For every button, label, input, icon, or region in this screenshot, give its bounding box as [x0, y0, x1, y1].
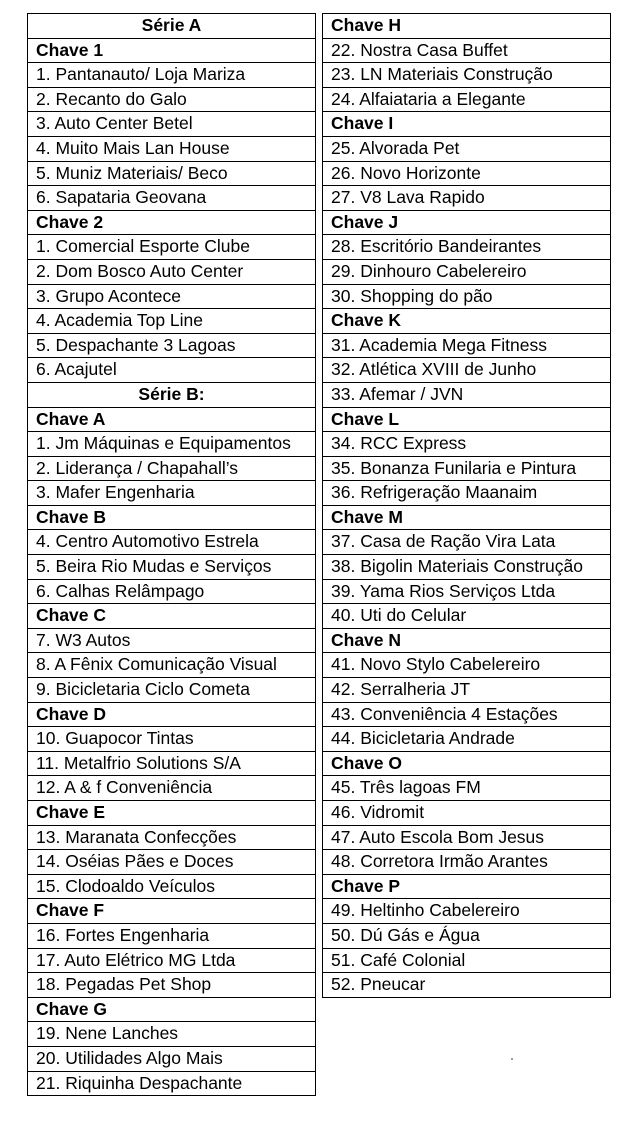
table-row [28, 284, 316, 309]
table-row [323, 702, 611, 727]
table-row [323, 530, 611, 555]
table-row [323, 136, 611, 161]
table-row [323, 776, 611, 801]
table-row [323, 727, 611, 752]
key-header: Chave 1 [28, 38, 316, 63]
list-item: 44. Bicicletaria Andrade [323, 727, 611, 752]
list-item: 1. Jm Máquinas e Equipamentos [28, 432, 316, 457]
list-item: 49. Heltinho Cabelereiro [323, 899, 611, 924]
table-row [28, 63, 316, 88]
table-row [28, 653, 316, 678]
list-item: 23. LN Materiais Construção [323, 63, 611, 88]
key-header: Chave 2 [28, 210, 316, 235]
key-header-row [28, 997, 316, 1022]
list-item: 17. Auto Elétrico MG Ltda [28, 948, 316, 973]
list-item: 40. Uti do Celular [323, 604, 611, 629]
table-row [323, 899, 611, 924]
key-header-row [28, 801, 316, 826]
list-item: 30. Shopping do pão [323, 284, 611, 309]
key-header-row [28, 38, 316, 63]
list-item: 15. Clodoaldo Veículos [28, 874, 316, 899]
list-item: 1. Pantanauto/ Loja Mariza [28, 63, 316, 88]
key-header: Chave E [28, 801, 316, 826]
list-item: 5. Beira Rio Mudas e Serviços [28, 555, 316, 580]
list-item: 19. Nene Lanches [28, 1022, 316, 1047]
key-header: Chave F [28, 899, 316, 924]
series-title-row [28, 382, 316, 407]
table-row [28, 825, 316, 850]
list-item: 6. Acajutel [28, 358, 316, 383]
list-item: 33. Afemar / JVN [323, 382, 611, 407]
table-row [28, 186, 316, 211]
list-item: 4. Academia Top Line [28, 309, 316, 334]
key-header: Chave B [28, 505, 316, 530]
list-item: 5. Despachante 3 Lagoas [28, 333, 316, 358]
list-item: 41. Novo Stylo Cabelereiro [323, 653, 611, 678]
table-row [28, 1022, 316, 1047]
series-title-row [28, 14, 316, 39]
key-header-row [28, 899, 316, 924]
table-row [323, 481, 611, 506]
series-title: Série A [28, 14, 316, 39]
list-item: 4. Muito Mais Lan House [28, 136, 316, 161]
list-item: 8. A Fênix Comunicação Visual [28, 653, 316, 678]
key-header: Chave P [323, 874, 611, 899]
table-row [323, 235, 611, 260]
key-header-row [28, 702, 316, 727]
table-row [28, 456, 316, 481]
table-row [323, 259, 611, 284]
list-item: 14. Oséias Pães e Doces [28, 850, 316, 875]
right-column-table [322, 13, 611, 998]
list-item: 47. Auto Escola Bom Jesus [323, 825, 611, 850]
list-item: 34. RCC Express [323, 432, 611, 457]
table-row [323, 432, 611, 457]
key-header-row [323, 14, 611, 39]
table-row [323, 333, 611, 358]
list-item: 24. Alfaiataria a Elegante [323, 87, 611, 112]
key-header: Chave K [323, 309, 611, 334]
table-row [323, 38, 611, 63]
key-header: Chave I [323, 112, 611, 137]
table-row [28, 235, 316, 260]
table-row [323, 87, 611, 112]
list-item: 29. Dinhouro Cabelereiro [323, 259, 611, 284]
key-header: Chave M [323, 505, 611, 530]
list-item: 39. Yama Rios Serviços Ltda [323, 579, 611, 604]
table-row [28, 628, 316, 653]
key-header-row [28, 210, 316, 235]
list-item: 52. Pneucar [323, 973, 611, 998]
table-row [323, 186, 611, 211]
table-row [323, 358, 611, 383]
table-row [28, 333, 316, 358]
table-row [323, 63, 611, 88]
list-item: 3. Grupo Acontece [28, 284, 316, 309]
table-row [323, 382, 611, 407]
key-header-row [323, 112, 611, 137]
table-row [28, 579, 316, 604]
list-item: 48. Corretora Irmão Arantes [323, 850, 611, 875]
list-item: 9. Bicicletaria Ciclo Cometa [28, 678, 316, 703]
table-row [28, 87, 316, 112]
table-row [28, 481, 316, 506]
list-item: 25. Alvorada Pet [323, 136, 611, 161]
list-item: 45. Três lagoas FM [323, 776, 611, 801]
left-column-table [27, 13, 316, 1096]
key-header: Chave D [28, 702, 316, 727]
table-row [323, 801, 611, 826]
table-row [28, 973, 316, 998]
list-item: 10. Guapocor Tintas [28, 727, 316, 752]
table-row [323, 456, 611, 481]
list-item: 37. Casa de Ração Vira Lata [323, 530, 611, 555]
table-row [323, 948, 611, 973]
table-row [323, 284, 611, 309]
list-item: 31. Academia Mega Fitness [323, 333, 611, 358]
list-item: 4. Centro Automotivo Estrela [28, 530, 316, 555]
list-item: 20. Utilidades Algo Mais [28, 1046, 316, 1071]
table-row [28, 923, 316, 948]
key-header-row [323, 751, 611, 776]
key-header-row [28, 407, 316, 432]
key-header-row [323, 407, 611, 432]
key-header-row [323, 505, 611, 530]
list-item: 18. Pegadas Pet Shop [28, 973, 316, 998]
list-item: 43. Conveniência 4 Estações [323, 702, 611, 727]
series-title: Série B: [28, 382, 316, 407]
key-header: Chave O [323, 751, 611, 776]
key-header-row [323, 309, 611, 334]
table-row [28, 432, 316, 457]
table-row [28, 1071, 316, 1096]
list-item: 42. Serralheria JT [323, 678, 611, 703]
list-item: 6. Sapataria Geovana [28, 186, 316, 211]
table-row [28, 309, 316, 334]
list-item: 22. Nostra Casa Buffet [323, 38, 611, 63]
table-row [28, 161, 316, 186]
key-header-row [323, 874, 611, 899]
list-item: 13. Maranata Confecções [28, 825, 316, 850]
table-row [28, 678, 316, 703]
key-header-row [28, 604, 316, 629]
list-item: 28. Escritório Bandeirantes [323, 235, 611, 260]
list-item: 3. Auto Center Betel [28, 112, 316, 137]
table-row [28, 259, 316, 284]
list-item: 50. Dú Gás e Água [323, 923, 611, 948]
table-row [28, 555, 316, 580]
table-row [28, 874, 316, 899]
key-header: Chave G [28, 997, 316, 1022]
key-header: Chave H [323, 14, 611, 39]
table-row [28, 136, 316, 161]
table-row [323, 604, 611, 629]
list-item: 1. Comercial Esporte Clube [28, 235, 316, 260]
table-row [28, 530, 316, 555]
table-row [28, 776, 316, 801]
list-item: 36. Refrigeração Maanaim [323, 481, 611, 506]
table-row [28, 850, 316, 875]
table-row [28, 358, 316, 383]
table-row [323, 653, 611, 678]
table-row [323, 555, 611, 580]
table-row [323, 579, 611, 604]
table-row [28, 1046, 316, 1071]
table-row [28, 948, 316, 973]
list-item: 27. V8 Lava Rapido [323, 186, 611, 211]
key-header-row [323, 628, 611, 653]
list-item: 21. Riquinha Despachante [28, 1071, 316, 1096]
list-item: 2. Recanto do Galo [28, 87, 316, 112]
key-header: Chave N [323, 628, 611, 653]
list-item: 16. Fortes Engenharia [28, 923, 316, 948]
list-item: 3. Mafer Engenharia [28, 481, 316, 506]
table-row [323, 161, 611, 186]
table-row [323, 825, 611, 850]
table-row [323, 850, 611, 875]
list-item: 2. Liderança / Chapahall’s [28, 456, 316, 481]
table-row [28, 112, 316, 137]
list-item: 6. Calhas Relâmpago [28, 579, 316, 604]
key-header: Chave J [323, 210, 611, 235]
list-item: 51. Café Colonial [323, 948, 611, 973]
list-item: 5. Muniz Materiais/ Beco [28, 161, 316, 186]
table-row [323, 678, 611, 703]
table-row [323, 973, 611, 998]
key-header: Chave C [28, 604, 316, 629]
table-row [28, 751, 316, 776]
list-item: 2. Dom Bosco Auto Center [28, 259, 316, 284]
table-row [28, 727, 316, 752]
list-item: 11. Metalfrio Solutions S/A [28, 751, 316, 776]
list-item: 46. Vidromit [323, 801, 611, 826]
stray-dot [511, 1058, 513, 1060]
table-row [323, 923, 611, 948]
key-header-row [323, 210, 611, 235]
list-item: 32. Atlética XVIII de Junho [323, 358, 611, 383]
key-header-row [28, 505, 316, 530]
list-item: 12. A & f Conveniência [28, 776, 316, 801]
key-header: Chave L [323, 407, 611, 432]
key-header: Chave A [28, 407, 316, 432]
list-item: 38. Bigolin Materiais Construção [323, 555, 611, 580]
list-item: 35. Bonanza Funilaria e Pintura [323, 456, 611, 481]
list-item: 26. Novo Horizonte [323, 161, 611, 186]
list-item: 7. W3 Autos [28, 628, 316, 653]
